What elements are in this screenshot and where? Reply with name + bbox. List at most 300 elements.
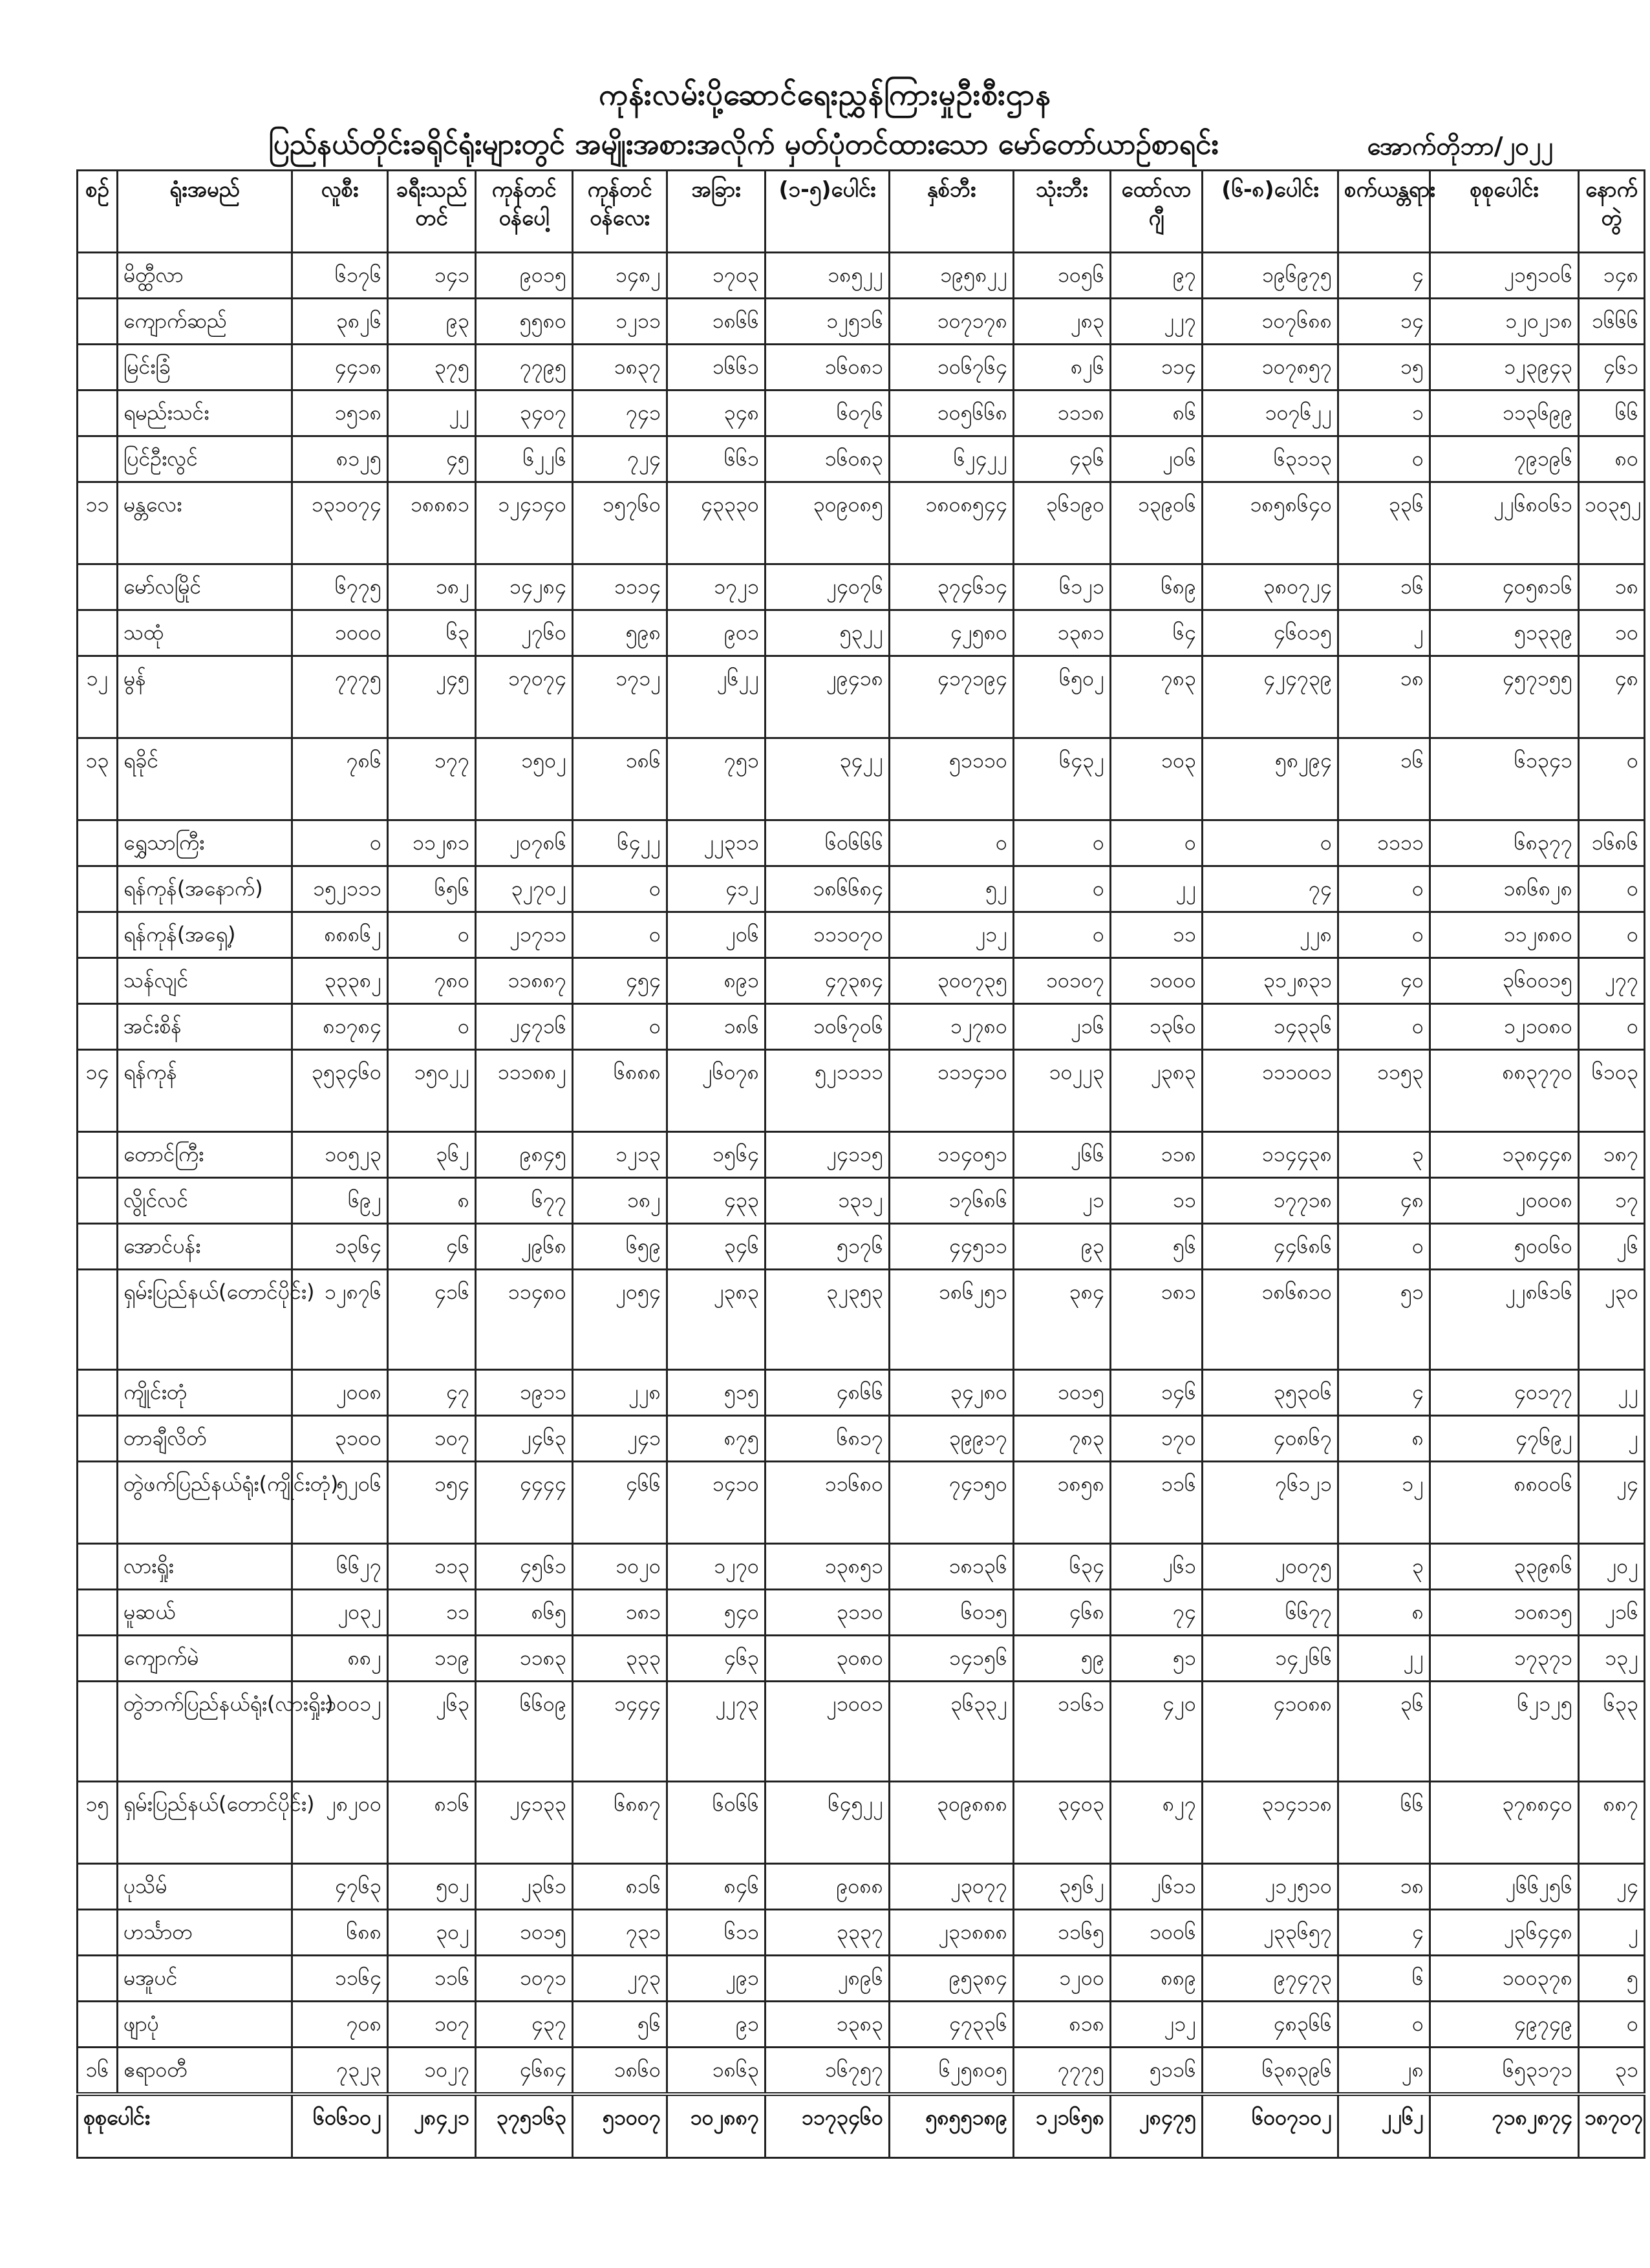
- office-name: ရှမ်းပြည်နယ်(တောင်ပိုင်း): [118, 1782, 292, 1864]
- col-header: ထော်လာဂျီ: [1111, 171, 1203, 253]
- table-row: [78, 299, 1645, 345]
- count-cell: ၁၈၀၈၅၄၄: [890, 482, 1014, 564]
- count-cell: ၁၁: [1111, 912, 1203, 958]
- count-cell: ၁၄၈၂: [573, 253, 667, 299]
- count-cell: ၃၄၂၈၀: [890, 1370, 1014, 1416]
- office-name: ကျိုင်းတုံ: [118, 1370, 292, 1416]
- col-header: အခြား: [667, 171, 766, 253]
- count-cell: ၁၅: [1338, 345, 1430, 390]
- count-cell: ၆၂၅၈၀၅: [890, 2048, 1014, 2095]
- count-cell: ၁၀၇: [388, 1416, 476, 1462]
- table-row: [78, 1682, 1645, 1782]
- count-cell: ၂၇၃: [573, 1956, 667, 2002]
- count-cell: ၅၂၁၁၁၁: [766, 1050, 890, 1132]
- count-cell: ၁၈၁: [1111, 1270, 1203, 1370]
- office-name: ကျောက်ဆည်: [118, 299, 292, 345]
- count-cell: ၂၆၂၂: [667, 656, 766, 738]
- total-cell: ၆၀၆၁၀၂: [292, 2094, 388, 2158]
- count-cell: ၆၈၉: [1111, 564, 1203, 610]
- count-cell: ၂၃၃၆၅၇: [1203, 1910, 1338, 1956]
- office-name: မူဆယ်: [118, 1590, 292, 1636]
- count-cell: ၁၈၆၀: [573, 2048, 667, 2095]
- table-row: [78, 1590, 1645, 1636]
- office-name: ပြင်ဦးလွင်: [118, 436, 292, 482]
- total-row: [78, 2094, 1645, 2158]
- count-cell: ၂၀၃၂: [292, 1590, 388, 1636]
- count-cell: ၆၅၃၁၇၁: [1430, 2048, 1579, 2095]
- count-cell: ၆၂၂၆: [476, 436, 573, 482]
- count-cell: ၉၈၄၅: [476, 1132, 573, 1178]
- vehicle-registration-table: [76, 169, 1645, 2159]
- count-cell: ၂၁၆: [1014, 1004, 1111, 1050]
- count-cell: ၂၆၁: [1111, 1544, 1203, 1590]
- count-cell: ၂၆၆: [1014, 1132, 1111, 1178]
- count-cell: ၇၄: [1203, 866, 1338, 912]
- count-cell: ၃၁၀၀: [292, 1416, 388, 1462]
- count-cell: ၆၀၆၆၆: [766, 820, 890, 866]
- row-serial: [78, 2002, 118, 2048]
- table-row: [78, 1132, 1645, 1178]
- count-cell: ၁၈၁၃၆: [890, 1544, 1014, 1590]
- count-cell: ၅၁၁၁၀: [890, 738, 1014, 820]
- count-cell: ၁၈: [1338, 656, 1430, 738]
- count-cell: ၁၁: [388, 1590, 476, 1636]
- count-cell: ၆: [1338, 1956, 1430, 2002]
- total-cell: ၂၂၆၂: [1338, 2094, 1430, 2158]
- count-cell: ၁၀၇၁: [476, 1956, 573, 2002]
- count-cell: ၇၇၇၅: [1014, 2048, 1111, 2095]
- count-cell: ၁၀၇: [388, 2002, 476, 2048]
- count-cell: ၇၃၁: [573, 1910, 667, 1956]
- count-cell: ၁၁၃၆၉၉: [1430, 390, 1579, 436]
- row-serial: [78, 912, 118, 958]
- count-cell: ၃၅၆၂: [1014, 1864, 1111, 1910]
- count-cell: ၂၂: [1579, 1370, 1645, 1416]
- count-cell: ၄၂၄၇၃၉: [1203, 656, 1338, 738]
- count-cell: ၃၇၄၆၁၄: [890, 564, 1014, 610]
- count-cell: ၈၁၈: [1014, 2002, 1111, 2048]
- count-cell: ၅၆: [1111, 1224, 1203, 1270]
- count-cell: ၆၁၃၄၁: [1430, 738, 1579, 820]
- count-cell: ၇၇၉၅: [476, 345, 573, 390]
- table-row: [78, 1224, 1645, 1270]
- col-header: စက်ယန္တရား: [1338, 171, 1430, 253]
- count-cell: ၁၇၀: [1111, 1416, 1203, 1462]
- count-cell: ၁၀၆၇၆၄: [890, 345, 1014, 390]
- count-cell: ၈၉၁: [667, 958, 766, 1004]
- count-cell: ၁၂၁၃: [573, 1132, 667, 1178]
- count-cell: ၂၄၆၃: [476, 1416, 573, 1462]
- count-cell: ၁၁၆: [1111, 1462, 1203, 1544]
- count-cell: ၂၂၇: [1111, 299, 1203, 345]
- count-cell: ၇၈၃: [1111, 656, 1203, 738]
- count-cell: ၂၃၆၄၄၈: [1430, 1910, 1579, 1956]
- count-cell: ၁၁၆၄: [292, 1956, 388, 2002]
- count-cell: ၆၃၈၃၉၆: [1203, 2048, 1338, 2095]
- count-cell: ၁၈၆၆၈၄: [766, 866, 890, 912]
- count-cell: ၂၃၀၇၇: [890, 1864, 1014, 1910]
- count-cell: ၃၅၃၄၆၀: [292, 1050, 388, 1132]
- count-cell: ၄၀၁၇၇: [1430, 1370, 1579, 1416]
- count-cell: ၀: [1014, 912, 1111, 958]
- count-cell: ၁၈၇: [1579, 1132, 1645, 1178]
- count-cell: ၈၆၅: [476, 1590, 573, 1636]
- count-cell: ၉၀၁၅: [476, 253, 573, 299]
- count-cell: ၂၂၇၃: [667, 1682, 766, 1782]
- count-cell: ၁၅၆၄: [667, 1132, 766, 1178]
- row-serial: [78, 564, 118, 610]
- office-name: တာချီလိတ်: [118, 1416, 292, 1462]
- table-row: [78, 656, 1645, 738]
- count-cell: ၄၅: [388, 436, 476, 482]
- count-cell: ၁၁၈၈၇: [476, 958, 573, 1004]
- count-cell: ၆၂၄၂၂: [890, 436, 1014, 482]
- office-name: လွိုင်လင်: [118, 1178, 292, 1224]
- office-name: တွဲဘက်ပြည်နယ်ရုံး(လားရှိုး): [118, 1682, 292, 1782]
- count-cell: ၈၈၀၀၆: [1430, 1462, 1579, 1544]
- table-row: [78, 345, 1645, 390]
- count-cell: ၃၄၀၇: [476, 390, 573, 436]
- count-cell: ၀: [292, 820, 388, 866]
- table-row: [78, 1370, 1645, 1416]
- count-cell: ၁၅၁၈: [292, 390, 388, 436]
- count-cell: ၉၁: [667, 2002, 766, 2048]
- count-cell: ၁၀၅၆၆၈: [890, 390, 1014, 436]
- row-serial: [78, 1224, 118, 1270]
- count-cell: ၂၀၀၈: [292, 1370, 388, 1416]
- count-cell: ၁၆: [1338, 564, 1430, 610]
- table-row: [78, 820, 1645, 866]
- count-cell: ၁၀၇၈၅၇: [1203, 345, 1338, 390]
- count-cell: ၁၄၂၆၆: [1203, 1636, 1338, 1682]
- count-cell: ၇၄၁၅၀: [890, 1462, 1014, 1544]
- total-cell: ၁၁၇၃၄၆၀: [766, 2094, 890, 2158]
- table-row: [78, 1270, 1645, 1370]
- count-cell: ၃: [1338, 1544, 1430, 1590]
- count-cell: ၁၀၁၅: [1014, 1370, 1111, 1416]
- count-cell: ၁၁၄: [1111, 345, 1203, 390]
- count-cell: ၁၀၁၅: [476, 1910, 573, 1956]
- count-cell: ၃၀၀၇၃၅: [890, 958, 1014, 1004]
- count-cell: ၃၁: [1579, 2048, 1645, 2095]
- row-serial: [78, 345, 118, 390]
- count-cell: ၅၀၂: [388, 1864, 476, 1910]
- count-cell: ၁၄၈: [1579, 253, 1645, 299]
- count-cell: ၁၁၆၅: [1014, 1910, 1111, 1956]
- count-cell: ၂၀၆: [667, 912, 766, 958]
- count-cell: ၀: [573, 866, 667, 912]
- count-cell: ၀: [1338, 436, 1430, 482]
- count-cell: ၂၁၂: [890, 912, 1014, 958]
- count-cell: ၂၃၈၃: [1111, 1050, 1203, 1132]
- count-cell: ၁၄၁: [388, 253, 476, 299]
- count-cell: ၀: [1338, 2002, 1430, 2048]
- count-cell: ၀: [1014, 866, 1111, 912]
- count-cell: ၉၀၁: [667, 610, 766, 656]
- row-serial: [78, 820, 118, 866]
- count-cell: ၄၀: [1338, 958, 1430, 1004]
- count-cell: ၂၀၂: [1579, 1544, 1645, 1590]
- row-serial: [78, 1004, 118, 1050]
- col-header: နှစ်ဘီး: [890, 171, 1014, 253]
- table-row: [78, 253, 1645, 299]
- office-name: အောင်ပန်း: [118, 1224, 292, 1270]
- row-serial: [78, 1956, 118, 2002]
- count-cell: ၅၉၈: [573, 610, 667, 656]
- total-cell: ၅၁၀၀၇: [573, 2094, 667, 2158]
- count-cell: ၃၇၅: [388, 345, 476, 390]
- office-name: သန်လျင်: [118, 958, 292, 1004]
- count-cell: ၈၁၂၅: [292, 436, 388, 482]
- count-cell: ၁၁၆: [388, 1956, 476, 2002]
- count-cell: ၁၁၂၈၈၀: [1430, 912, 1579, 958]
- count-cell: ၁၃၁၂: [766, 1178, 890, 1224]
- row-serial: [78, 1132, 118, 1178]
- table-row: [78, 482, 1645, 564]
- count-cell: ၃: [1338, 1132, 1430, 1178]
- table-row: [78, 738, 1645, 820]
- count-cell: ၁၂၀၂၁၈: [1430, 299, 1579, 345]
- count-cell: ၃၈၄: [1014, 1270, 1111, 1370]
- total-cell: ၂၈၄၂၁: [388, 2094, 476, 2158]
- count-cell: ၄၄၅၁၁: [890, 1224, 1014, 1270]
- count-cell: ၂၄: [1579, 1864, 1645, 1910]
- count-cell: ၃၈၀၇၂၄: [1203, 564, 1338, 610]
- count-cell: ၁၃၈၃: [766, 2002, 890, 2048]
- col-header: ကုန်တင်ဝန်ပေါ့: [476, 171, 573, 253]
- count-cell: ၄၃၆: [1014, 436, 1111, 482]
- count-cell: ၁၀၇၆၈၈: [1203, 299, 1338, 345]
- count-cell: ၉၇၄၇၃: [1203, 1956, 1338, 2002]
- count-cell: ၆၁၇၆: [292, 253, 388, 299]
- count-cell: ၆၄၃၂: [1014, 738, 1111, 820]
- total-cell: ၂၈၄၇၅: [1111, 2094, 1203, 2158]
- count-cell: ၄၆: [388, 1224, 476, 1270]
- count-cell: ၁၂၁၀၈၀: [1430, 1004, 1579, 1050]
- count-cell: ၂၀၆: [1111, 436, 1203, 482]
- count-cell: ၃၇၈၈၄၀: [1430, 1782, 1579, 1864]
- row-serial: ၁၁: [78, 482, 118, 564]
- count-cell: ၁၈၈၈၁: [388, 482, 476, 564]
- row-serial: [78, 1544, 118, 1590]
- row-serial: [78, 1636, 118, 1682]
- count-cell: ၃၃၉၈၆: [1430, 1544, 1579, 1590]
- count-cell: ၁၆၆၆: [1579, 299, 1645, 345]
- count-cell: ၂: [1579, 1910, 1645, 1956]
- count-cell: ၄၈: [1579, 656, 1645, 738]
- count-cell: ၂၂၈၆၁၆: [1430, 1270, 1579, 1370]
- office-name: မိတ္ထီလာ: [118, 253, 292, 299]
- count-cell: ၆၅၉: [573, 1224, 667, 1270]
- table-row: [78, 1956, 1645, 2002]
- count-cell: ၀: [1338, 1004, 1430, 1050]
- count-cell: ၁၁၁၁: [1338, 820, 1430, 866]
- report-date: အောက်တိုဘာ/၂၀၂၂: [1367, 132, 1553, 160]
- count-cell: ၁၄၄၄: [573, 1682, 667, 1782]
- count-cell: ၄၁၀၈၈: [1203, 1682, 1338, 1782]
- count-cell: ၁၇၀၃: [667, 253, 766, 299]
- count-cell: ၂၄၇၁၆: [476, 1004, 573, 1050]
- row-serial: ၁၄: [78, 1050, 118, 1132]
- table-row: [78, 564, 1645, 610]
- table-row: [78, 2048, 1645, 2095]
- count-cell: ၁၈၆၂၅၁: [890, 1270, 1014, 1370]
- count-cell: ၁၃၈၁: [1014, 610, 1111, 656]
- count-cell: ၆၄၂၂: [573, 820, 667, 866]
- count-cell: ၁၇၃၇၁: [1430, 1636, 1579, 1682]
- count-cell: ၁၆၀၈၁: [766, 345, 890, 390]
- count-cell: ၄၉၇၄၉: [1430, 2002, 1579, 2048]
- count-cell: ၁၇၆၈၆: [890, 1178, 1014, 1224]
- count-cell: ၃၅၃၀၆: [1203, 1370, 1338, 1416]
- count-cell: ၁၄၁၀: [667, 1462, 766, 1544]
- row-serial: ၁၅: [78, 1782, 118, 1864]
- row-serial: ၁၆: [78, 2048, 118, 2095]
- count-cell: ၁၀၀၁၂: [292, 1682, 388, 1782]
- count-cell: ၃၆: [1338, 1682, 1430, 1782]
- table-row: [78, 390, 1645, 436]
- count-cell: ၅၁: [1111, 1636, 1203, 1682]
- count-cell: ၂၂၆၈၀၆၁: [1430, 482, 1579, 564]
- count-cell: ၂၈၂၀၀: [292, 1782, 388, 1864]
- row-serial: [78, 958, 118, 1004]
- office-name: မွန်: [118, 656, 292, 738]
- count-cell: ၁၂၁၁: [573, 299, 667, 345]
- count-cell: ၂၃၁၈၈၈: [890, 1910, 1014, 1956]
- page-subtitle: ပြည်နယ်တိုင်းခရိုင်ရုံးများတွင် အမျိုးအစားအလိုက် မှတ်ပုံတင်ထားသော မော်တော်ယာဉ်စာရင်း: [268, 128, 1219, 161]
- count-cell: ၁၀၀၆: [1111, 1910, 1203, 1956]
- count-cell: ၀: [1203, 820, 1338, 866]
- count-cell: ၆၃၁၁၃: [1203, 436, 1338, 482]
- count-cell: ၁၀၀၀: [292, 610, 388, 656]
- count-cell: ၁၀: [1579, 610, 1645, 656]
- count-cell: ၀: [1338, 866, 1430, 912]
- count-cell: ၁၀၅၆: [1014, 253, 1111, 299]
- row-serial: [78, 1178, 118, 1224]
- count-cell: ၄: [1338, 1910, 1430, 1956]
- count-cell: ၁၂၈၇၆: [292, 1270, 388, 1370]
- count-cell: ၃၃၆: [1338, 482, 1430, 564]
- count-cell: ၈၈၃၇၇၀: [1430, 1050, 1579, 1132]
- count-cell: ၃၀၉၀၈၅: [766, 482, 890, 564]
- count-cell: ၃၁၂၈၃၁: [1203, 958, 1338, 1004]
- count-cell: ၀: [890, 820, 1014, 866]
- row-serial: [78, 390, 118, 436]
- count-cell: ၆၃၃: [1579, 1682, 1645, 1782]
- count-cell: ၀: [1014, 820, 1111, 866]
- office-name: ရန်ကုန်(အနောက်): [118, 866, 292, 912]
- count-cell: ၃၃၃၇: [766, 1910, 890, 1956]
- count-cell: ၈၈၇: [1579, 1782, 1645, 1864]
- count-cell: ၂၇၆၀: [476, 610, 573, 656]
- count-cell: ၂၁၅၁၀၆: [1430, 253, 1579, 299]
- count-cell: ၃၂၇၀၂: [476, 866, 573, 912]
- count-cell: ၁၂၃၉၄၃: [1430, 345, 1579, 390]
- count-cell: ၂၃၆၁: [476, 1864, 573, 1910]
- count-cell: ၀: [573, 1004, 667, 1050]
- count-cell: ၂၉၆၈: [476, 1224, 573, 1270]
- count-cell: ၁၇: [1579, 1178, 1645, 1224]
- count-cell: ၁၃၉၀၆: [1111, 482, 1203, 564]
- table-row: [78, 1416, 1645, 1462]
- count-cell: ၄၇: [388, 1370, 476, 1416]
- count-cell: ၁၁၁၄၁၀: [890, 1050, 1014, 1132]
- count-cell: ၆၄: [1111, 610, 1203, 656]
- count-cell: ၇၀၈: [292, 2002, 388, 2048]
- row-serial: [78, 1416, 118, 1462]
- row-serial: [78, 610, 118, 656]
- count-cell: ၈၈၈၆၂: [292, 912, 388, 958]
- count-cell: ၁၁၄၄၃၈: [1203, 1132, 1338, 1178]
- count-cell: ၁၀၂၂၃: [1014, 1050, 1111, 1132]
- count-cell: ၇၆၁၂၁: [1203, 1462, 1338, 1544]
- count-cell: ၂၈: [1338, 2048, 1430, 2095]
- count-cell: ၃၄၆: [667, 1224, 766, 1270]
- count-cell: ၁၈၆၃: [667, 2048, 766, 2095]
- count-cell: ၁၄၆: [1111, 1370, 1203, 1416]
- count-cell: ၁၁၅၃: [1338, 1050, 1430, 1132]
- count-cell: ၄၂၅၈၀: [890, 610, 1014, 656]
- count-cell: ၇၈၆: [292, 738, 388, 820]
- count-cell: ၁၀၇၆၂၂: [1203, 390, 1338, 436]
- count-cell: ၈၁၆: [573, 1864, 667, 1910]
- count-cell: ၇၈၃: [1014, 1416, 1111, 1462]
- count-cell: ၀: [388, 912, 476, 958]
- count-cell: ၇၇၇၅: [292, 656, 388, 738]
- count-cell: ၆၈၈၈: [573, 1050, 667, 1132]
- count-cell: ၁၀၂၇: [388, 2048, 476, 2095]
- office-name: ကျောက်မဲ: [118, 1636, 292, 1682]
- count-cell: ၉၃: [388, 299, 476, 345]
- count-cell: ၁၀၆၇၀၆: [766, 1004, 890, 1050]
- row-serial: [78, 1270, 118, 1370]
- count-cell: ၆၁၂၁: [1014, 564, 1111, 610]
- count-cell: ၁၄၁၅၆: [890, 1636, 1014, 1682]
- count-cell: ၉၅၃၈၄: [890, 1956, 1014, 2002]
- count-cell: ၄၈၆၆: [766, 1370, 890, 1416]
- count-cell: ၁၁၁၈၈၂: [476, 1050, 573, 1132]
- count-cell: ၂၁၂: [1111, 2002, 1203, 2048]
- office-name: မြင်းခြံ: [118, 345, 292, 390]
- count-cell: ၈: [388, 1178, 476, 1224]
- count-cell: ၁၂၇၈၀: [890, 1004, 1014, 1050]
- count-cell: ၅၁၁၆: [1111, 2048, 1203, 2095]
- count-cell: ၂၂၈: [573, 1370, 667, 1416]
- office-name: တောင်ကြီး: [118, 1132, 292, 1178]
- count-cell: ၃၆၁၉၀: [1014, 482, 1111, 564]
- count-cell: ၅၃၂၂: [766, 610, 890, 656]
- count-cell: ၄၇၆၃: [292, 1864, 388, 1910]
- count-cell: ၆၆၇၇: [1203, 1590, 1338, 1636]
- count-cell: ၉၃: [1014, 1224, 1111, 1270]
- col-header: ကုန်တင်ဝန်လေး: [573, 171, 667, 253]
- count-cell: ၁၁၈၃: [476, 1636, 573, 1682]
- office-name: ရခိုင်: [118, 738, 292, 820]
- row-serial: ၁၂: [78, 656, 118, 738]
- count-cell: ၁၈၅၈၆၄၀: [1203, 482, 1338, 564]
- count-cell: ၁၁၃: [388, 1544, 476, 1590]
- count-cell: ၁၉၁၁: [476, 1370, 573, 1416]
- count-cell: ၉၀၈၈: [766, 1864, 890, 1910]
- count-cell: ၁၁၂၈၁: [388, 820, 476, 866]
- count-cell: ၄၆၁: [1579, 345, 1645, 390]
- count-cell: ၈: [1338, 1590, 1430, 1636]
- count-cell: ၆၆၂၇: [292, 1544, 388, 1590]
- count-cell: ၆၈၁၇: [766, 1416, 890, 1462]
- count-cell: ၈၂၆: [1014, 345, 1111, 390]
- count-cell: ၁၀၃၅၂: [1579, 482, 1645, 564]
- count-cell: ၁၃၈၄၄၈: [1430, 1132, 1579, 1178]
